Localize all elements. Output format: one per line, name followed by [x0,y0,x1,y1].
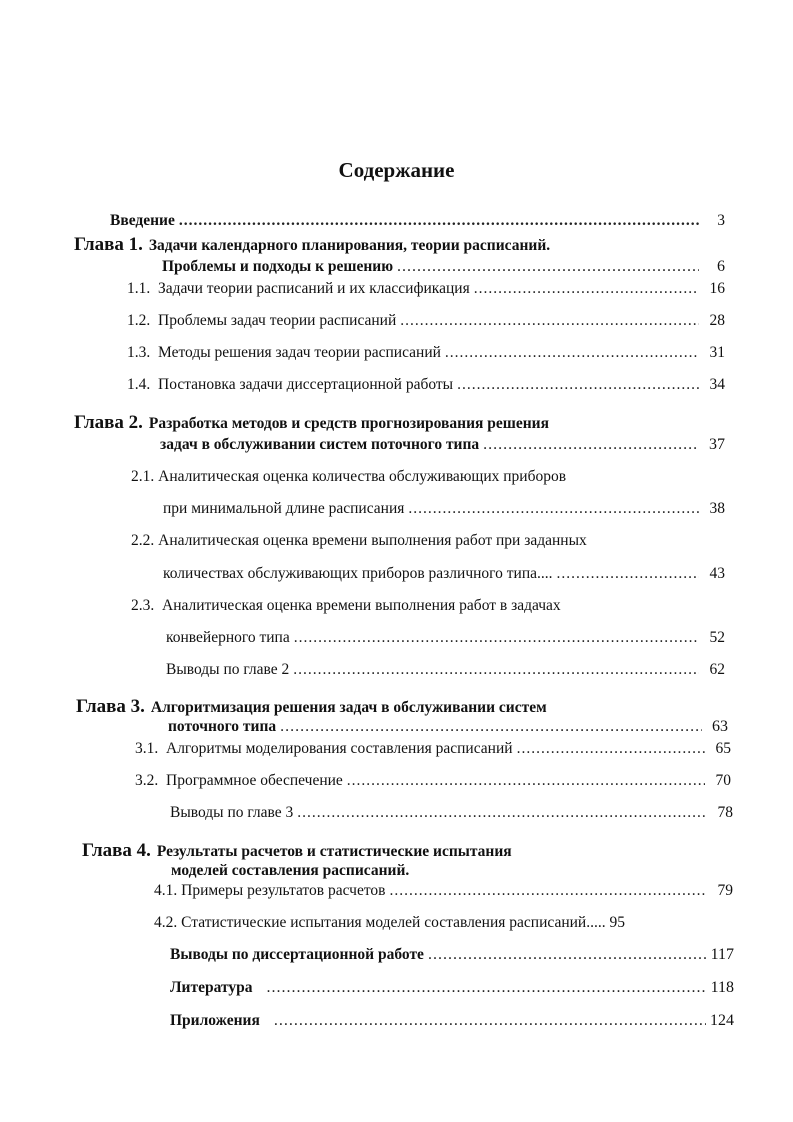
chapter-number: Глава 2. [74,412,143,433]
toc-entry-chapter [162,258,725,276]
toc-entry-chapter [160,436,725,454]
leader-dots [517,740,705,758]
toc-entry-section [135,740,731,758]
toc-entry-section [127,312,725,330]
chapter-title-line: Задачи календарного планирования, теории расписаний. [148,237,551,254]
leader-dots [483,436,699,454]
leader-dots [266,979,706,997]
toc-entry-conclusion [170,804,733,822]
toc-entry-page: 43 [709,565,725,582]
leader-dots [428,946,707,964]
conclusion-label: Выводы по главе 2 [166,661,290,678]
toc-entry-page: 28 [709,312,725,329]
section-label: Аналитическая оценка количества обслуживающих приборов [158,468,567,485]
leader-dots [397,258,699,276]
chapter-heading [76,696,547,718]
toc-entry-page: 38 [709,500,725,517]
section-number: 2.2. [131,532,155,549]
section-label: Примеры результатов расчетов [181,882,386,899]
section-number: 1.3. [127,344,151,361]
chapter-title-line: Проблемы и подходы к решению [162,258,394,275]
section-label: Методы решения задач теории расписаний [158,344,441,361]
section-number: 2.1. [131,468,155,485]
toc-entry-section [154,914,625,932]
section-label: при минимальной длине расписания [163,500,405,517]
final-label: Литература [170,979,253,996]
chapter-number: Глава 1. [74,234,143,255]
section-label: Аналитическая оценка времени выполнения работ при заданных [158,532,587,549]
section-heading [131,532,587,550]
toc-entry-section [154,882,733,900]
chapter-heading [74,234,550,256]
section-number: 2.3. [131,597,155,614]
toc-entry-page: 63 [712,718,728,735]
chapter-heading [82,840,512,862]
toc-entry-section [127,344,725,362]
toc-entry-section [135,772,731,790]
chapter-heading [74,412,549,434]
section-label: Постановка задачи диссертационной работы [158,376,454,393]
toc-entry-section [163,565,725,583]
chapter-number: Глава 4. [82,840,151,861]
toc-entry-intro [110,212,725,230]
toc-entry-final [170,946,734,964]
leader-dots [557,565,699,583]
chapter-number: Глава 3. [76,696,145,717]
section-heading [131,468,566,486]
leader-dots [457,376,699,394]
section-label: Статистические испытания моделей составления расписаний..... [181,914,606,931]
toc-entry-page: 34 [709,376,725,393]
toc-entry-conclusion [166,661,725,679]
toc-entry-chapter [168,718,728,736]
leader-dots [400,312,699,330]
section-number: 4.1. [154,882,178,899]
leader-dots [294,629,699,647]
leader-dots [408,500,699,518]
conclusion-label: Выводы по главе 3 [170,804,294,821]
section-number: 3.1. [135,740,159,757]
section-label: Аналитическая оценка времени выполнения работ в задачах [162,597,561,614]
toc-entry-section [163,500,725,518]
leader-dots [347,772,705,790]
toc-entry-page: 3 [717,212,725,229]
toc-title: Содержание [338,158,455,182]
toc-entry-section [166,629,725,647]
section-number: 1.4. [127,376,151,393]
toc-entry-page: 70 [715,772,731,789]
leader-dots [474,280,699,298]
section-number: 4.2. [154,914,178,931]
toc-entry-page: 118 [710,979,734,996]
leader-dots [297,804,707,822]
toc-entry-final [170,1012,734,1030]
leader-dots [389,882,707,900]
toc-entry-page: 65 [715,740,731,757]
toc-entry-page: 31 [709,344,725,361]
toc-entry-section [127,376,725,394]
toc-entry-page: 95 [609,914,625,931]
final-label: Приложения [170,1012,260,1029]
toc-entry-page: 16 [709,280,725,297]
section-label: количествах обслуживающих приборов различного типа.... [163,565,553,582]
chapter-title-line: Результаты расчетов и статистические испытания [156,843,512,860]
toc-entry-page: 62 [709,661,725,678]
section-label: Алгоритмы моделирования составления расписаний [166,740,513,757]
section-number: 1.1. [127,280,151,297]
leader-dots [179,212,699,230]
section-label: Задачи теории расписаний и их классификация [158,280,470,297]
chapter-title-line: Алгоритмизация решения задач в обслуживании систем [150,699,547,716]
chapter-title-line: поточного типа [168,718,277,735]
leader-dots [274,1012,706,1030]
leader-dots [280,718,702,736]
toc-entry-section [127,280,725,298]
toc-entry-page: 79 [717,882,733,899]
section-label: Проблемы задач теории расписаний [158,312,397,329]
section-number: 3.2. [135,772,159,789]
chapter-title-line: Разработка методов и средств прогнозирования решения [148,415,549,432]
section-label: Программное обеспечение [166,772,343,789]
leader-dots [445,344,699,362]
final-label: Выводы по диссертационной работе [170,946,424,963]
chapter-title-line: моделей составления расписаний. [171,862,410,879]
section-label: конвейерного типа [166,629,290,646]
section-heading [131,597,561,615]
toc-entry-page: 117 [710,946,734,963]
toc-entry-page: 37 [709,436,725,453]
toc-entry-page: 6 [717,258,725,275]
toc-entry-page: 78 [717,804,733,821]
toc-entry-final [170,979,734,997]
toc-entry-page: 124 [710,1012,734,1029]
section-number: 1.2. [127,312,151,329]
toc-entry-label: Введение [110,212,175,229]
toc-entry-page: 52 [709,629,725,646]
leader-dots [293,661,699,679]
chapter-title-line: задач в обслуживании систем поточного типа [160,436,480,453]
